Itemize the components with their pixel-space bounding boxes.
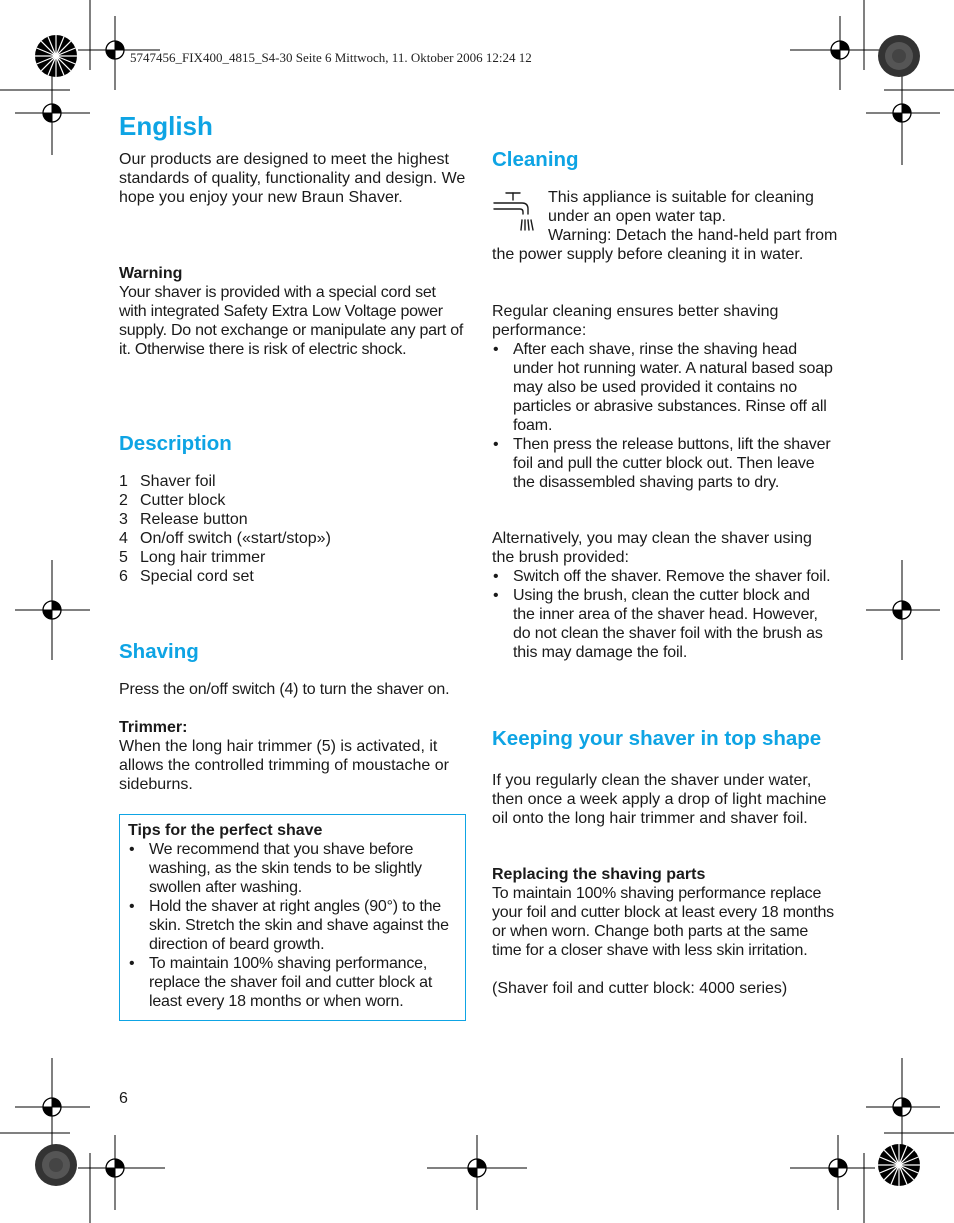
tips-list	[128, 840, 457, 1011]
replacing-text: To maintain 100% shaving performance replace your foil and cutter block at least every 18 months or when worn. Change both parts at the same time for a closer shave with less skin irritation.	[492, 885, 834, 959]
print-slug: 5747456_FIX400_4815_S4-30 Seite 6 Mittwoch, 11. Oktober 2006 12:24 12	[130, 50, 532, 65]
warning-text: Your shaver is provided with a special cord set with integrated Safety Extra Low Voltage power supply. Do not exchange or manipulate any part of it. Otherwise there is risk of electric shock.	[119, 284, 464, 358]
tap-text: This appliance is suitable for cleaning under an open water tap.	[548, 189, 814, 225]
list-item: 4 On/off switch («start/stop»)	[119, 530, 331, 547]
description-heading: Description	[119, 432, 232, 455]
tap-warning: Warning: Detach the hand-held part from the power supply before cleaning it in water.	[492, 227, 838, 263]
cleaning-heading: Cleaning	[492, 148, 579, 171]
regular-list	[492, 340, 835, 492]
list-item: 1 Shaver foil	[119, 473, 216, 490]
list-item: • Hold the shaver at right angles (90°) to the skin. Stretch the skin and shave against the direction of beard growth.	[129, 898, 449, 953]
page-title: English	[119, 111, 213, 141]
replacing-note: (Shaver foil and cutter block: 4000 series)	[492, 980, 788, 997]
replacing-heading: Replacing the shaving parts	[492, 866, 706, 883]
trimmer-heading: Trimmer:	[119, 719, 188, 736]
list-item: 2 Cutter block	[119, 492, 226, 509]
list-item: • To maintain 100% shaving performance, replace the shaver foil and cutter block at least every 18 months or when worn.	[129, 955, 433, 1010]
trimmer-text: When the long hair trimmer (5) is activated, it allows the controlled trimming of moustache or sideburns.	[119, 738, 449, 793]
alt-intro: Alternatively, you may clean the shaver using the brush provided:	[492, 530, 812, 566]
list-item: 3 Release button	[119, 511, 248, 528]
regular-intro: Regular cleaning ensures better shaving performance:	[492, 303, 779, 339]
keeping-text: If you regularly clean the shaver under water, then once a week apply a drop of light machine oil onto the long hair trimmer and shaver foil.	[492, 772, 827, 827]
list-item: • Then press the release buttons, lift the shaver foil and pull the cutter block out. Then leave the disassembled shaving parts to dry.	[493, 436, 831, 491]
list-item: • Using the brush, clean the cutter block and the inner area of the shaver head. However, do not clean the shaver foil with the brush as this may damage the foil.	[493, 587, 823, 661]
shaving-text: Press the on/off switch (4) to turn the shaver on.	[119, 681, 450, 698]
tips-heading: Tips for the perfect shave	[128, 822, 323, 839]
list-item: 5 Long hair trimmer	[119, 549, 266, 566]
list-item: • We recommend that you shave before washing, as the skin tends to be slightly swollen after washing.	[129, 841, 422, 896]
description-list	[119, 472, 465, 586]
page-number: 6	[119, 1090, 128, 1107]
list-item: 6 Special cord set	[119, 568, 254, 585]
list-item: • After each shave, rinse the shaving head under hot running water. A natural based soap may also be used provided it contains no particles or abrasive substances. Rinse off all foam.	[493, 341, 833, 434]
intro-text: Our products are designed to meet the highest standards of quality, functionality and design. We hope you enjoy your new Braun Shaver.	[119, 151, 466, 206]
alt-list	[492, 567, 835, 662]
tips-box	[119, 814, 466, 1021]
list-item: • Switch off the shaver. Remove the shaver foil.	[493, 568, 831, 585]
warning-heading: Warning	[119, 265, 183, 282]
keeping-heading: Keeping your shaver in top shape	[492, 727, 822, 750]
shaving-heading: Shaving	[119, 640, 199, 663]
